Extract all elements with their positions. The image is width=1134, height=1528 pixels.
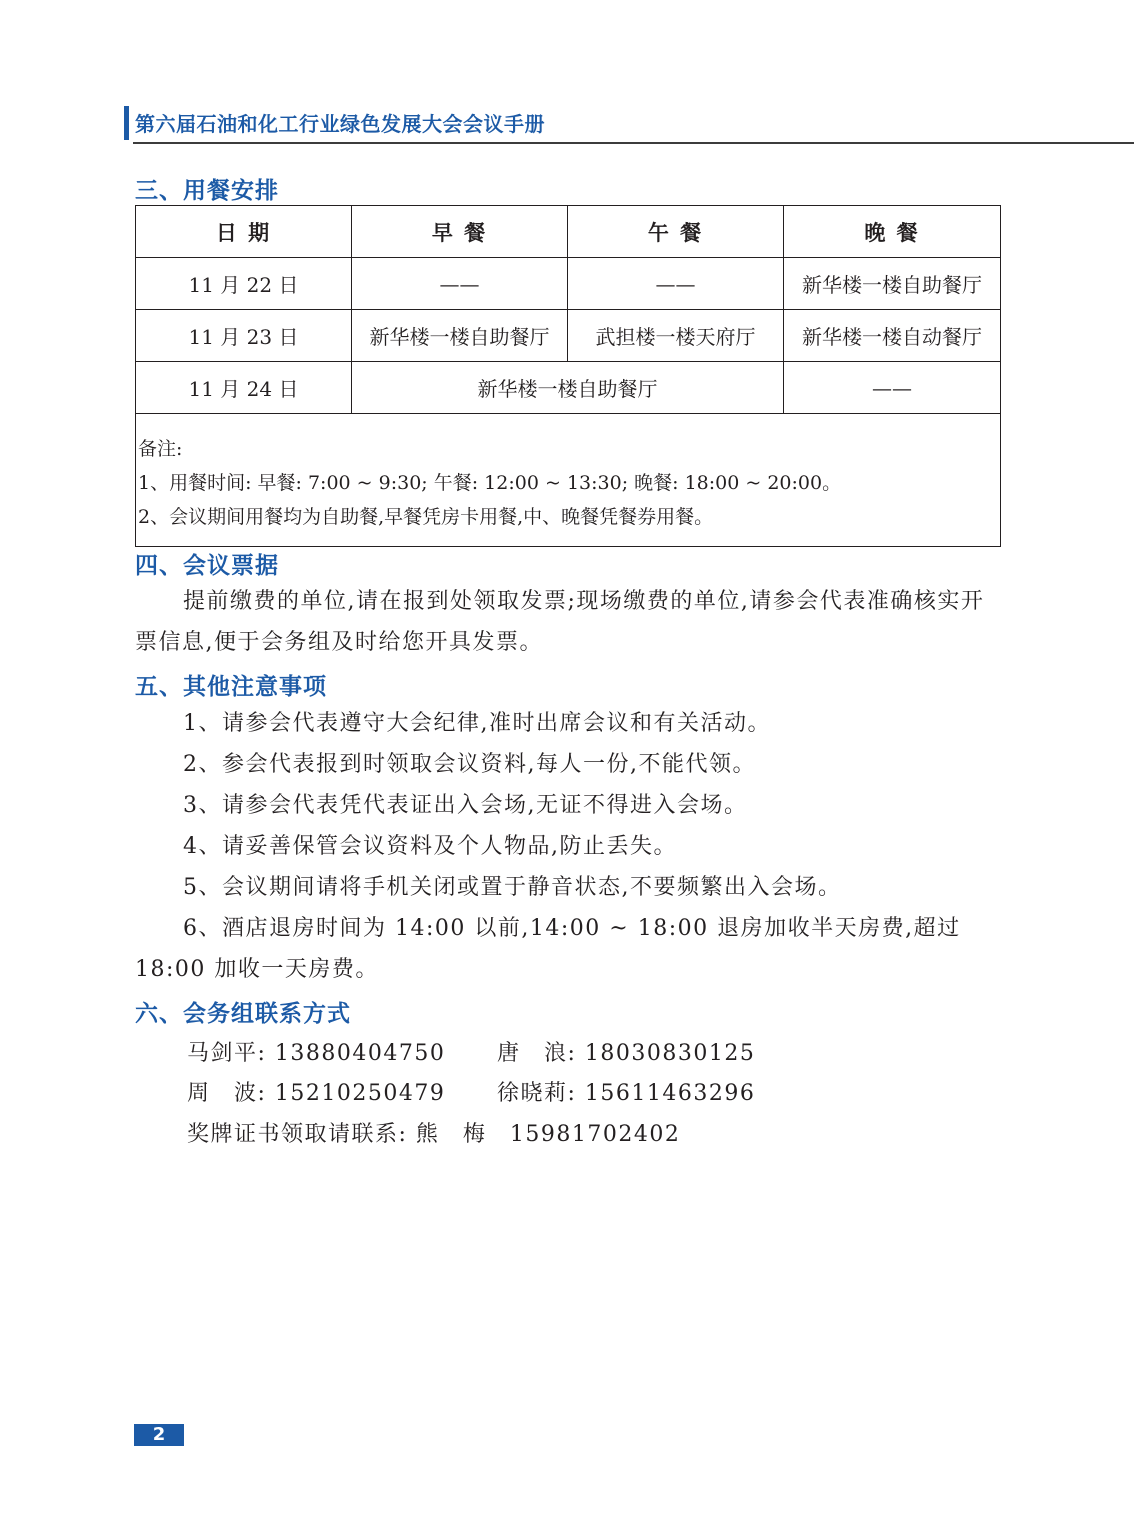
notes-list bbox=[135, 703, 1001, 990]
table-notes bbox=[136, 414, 1001, 547]
contact-entry: 唐 浪: 18030830125 bbox=[497, 1041, 756, 1066]
section-title-meal: 三、用餐安排 bbox=[135, 178, 279, 204]
invoice-text: 提前缴费的单位,请在报到处领取发票;现场缴费的单位,请参会代表准确核实开票信息,便于会务组及时给您开具发票。 bbox=[135, 589, 985, 655]
header-accent-bar bbox=[124, 106, 129, 140]
header-dinner: 晚 餐 bbox=[784, 206, 1001, 258]
list-item: 6、酒店退房时间为 14:00 以前,14:00 ~ 18:00 退房加收半天房费,超过 18:00 加收一天房费。 bbox=[135, 916, 961, 982]
cell-date: 11 月 22 日 bbox=[136, 258, 352, 310]
contact-entry: 徐晓莉: 15611463296 bbox=[497, 1081, 756, 1106]
section-title-notes: 五、其他注意事项 bbox=[135, 674, 327, 700]
table-row bbox=[136, 362, 1001, 414]
section-title-contacts: 六、会务组联系方式 bbox=[135, 1001, 351, 1027]
list-item: 5、会议期间请将手机关闭或置于静音状态,不要频繁出入会场。 bbox=[183, 875, 842, 900]
notes-line: 2、会议期间用餐均为自助餐,早餐凭房卡用餐,中、晚餐凭餐券用餐。 bbox=[138, 506, 714, 528]
table-header-row bbox=[136, 206, 1001, 258]
list-item: 3、请参会代表凭代表证出入会场,无证不得进入会场。 bbox=[183, 793, 748, 818]
cell-dinner: —— bbox=[784, 362, 1001, 414]
cell-dinner: 新华楼一楼自动餐厅 bbox=[784, 310, 1001, 362]
list-item: 2、参会代表报到时领取会议资料,每人一份,不能代领。 bbox=[183, 752, 756, 777]
cell-lunch: —— bbox=[568, 258, 784, 310]
cell-lunch: 武担楼一楼天府厅 bbox=[568, 310, 784, 362]
header-breakfast: 早 餐 bbox=[352, 206, 568, 258]
table-row bbox=[136, 258, 1001, 310]
page-number: 2 bbox=[134, 1424, 184, 1446]
contact-entry: 周 波: 15210250479 bbox=[187, 1081, 446, 1106]
notes-line: 1、用餐时间: 早餐: 7:00 ~ 9:30; 午餐: 12:00 ~ 13:30; 晚餐: 18:00 ~ 20:00。 bbox=[138, 472, 842, 494]
header-rule bbox=[133, 142, 1134, 144]
section-title-invoice: 四、会议票据 bbox=[135, 553, 279, 579]
contact-entry: 马剑平: 13880404750 bbox=[187, 1041, 446, 1066]
meal-table bbox=[135, 205, 1001, 547]
cell-breakfast: —— bbox=[352, 258, 568, 310]
header-title: 第六届石油和化工行业绿色发展大会会议手册 bbox=[135, 112, 545, 136]
cell-dinner: 新华楼一楼自助餐厅 bbox=[784, 258, 1001, 310]
header-date: 日 期 bbox=[136, 206, 352, 258]
cell-date: 11 月 24 日 bbox=[136, 362, 352, 414]
contact-entry-awards: 奖牌证书领取请联系: 熊 梅 15981702402 bbox=[187, 1122, 681, 1147]
cell-breakfast-lunch: 新华楼一楼自助餐厅 bbox=[352, 362, 784, 414]
table-notes-row bbox=[136, 414, 1001, 547]
notes-label: 备注: bbox=[138, 438, 183, 460]
page-header bbox=[124, 104, 1134, 144]
list-item: 4、请妥善保管会议资料及个人物品,防止丢失。 bbox=[183, 834, 677, 859]
invoice-paragraph bbox=[135, 581, 1001, 663]
header-lunch: 午 餐 bbox=[568, 206, 784, 258]
table-row bbox=[136, 310, 1001, 362]
cell-breakfast: 新华楼一楼自助餐厅 bbox=[352, 310, 568, 362]
list-item: 1、请参会代表遵守大会纪律,准时出席会议和有关活动。 bbox=[183, 711, 771, 736]
cell-date: 11 月 23 日 bbox=[136, 310, 352, 362]
